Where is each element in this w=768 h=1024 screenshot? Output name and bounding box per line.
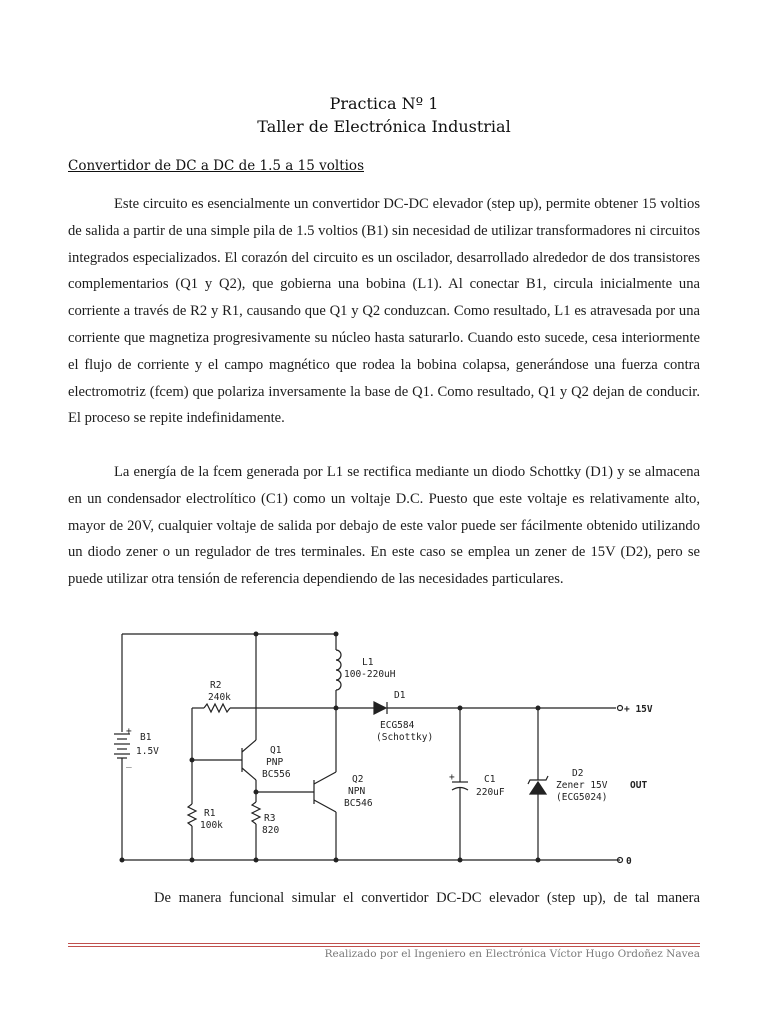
c1-value: 220uF — [476, 787, 505, 798]
d1-name: D1 — [394, 690, 406, 701]
d1-part: ECG584 — [380, 720, 415, 731]
l1-value: 100-220uH — [344, 669, 396, 680]
l1-name: L1 — [362, 657, 374, 668]
page-title — [0, 92, 768, 138]
b1-value: 1.5V — [136, 746, 159, 757]
output-zero-label: 0 — [626, 856, 632, 867]
paragraph-2-text: La energía de la fcem generada por L1 se rectifica mediante un diodo Schottky (D1) y se almacena en un condensador electrolítico (C1) como un voltaje D.C. Puesto que este voltaje es relativamente alto, mayor de 20V, cualquier voltaje de salida por debajo de este valor puede ser fácilmente obtenido utilizando un diodo zener o un regulador de tres terminales. En este caso se emplea un zener de 15V (D2), pero se puede utilizar otra tensión de referencia dependiendo de las necesidades particulares. — [68, 464, 700, 588]
q2-part: BC546 — [344, 798, 373, 809]
q2-type: NPN — [348, 786, 366, 797]
b1-plus: + — [126, 726, 132, 737]
r3-name: R3 — [264, 813, 276, 824]
paragraph-1 — [68, 191, 700, 432]
d2-name: D2 — [572, 768, 584, 779]
paragraph-1-text: Este circuito es esencialmente un convertidor DC-DC elevador (step up), permite obtener 15 voltios de salida a partir de una simple pila de 1.5 voltios (B1) sin necesidad de utilizar transformadores ni circuitos integrados especializados. El corazón del circuito es un oscilador, desarrollado alrededor de dos transistores complementarios (Q1 y Q2), que gobierna una bobina (L1). Al conectar B1, circula inicialmente una corriente a través de R2 y R1, causando que Q1 y Q2 conduzcan. Como resultado, L1 es atravesada por una corriente que magnetiza progresivamente su núcleo hasta saturarlo. Cuando esto sucede, cesa interiormente el flujo de corriente y el campo magnético que rodea la bobina colapsa, generándose una fuerza contra electromotriz (fcem) que polariza inversamente la base de Q1. Como resultado, Q1 y Q2 dejan de conducir. El proceso se repite indefinidamente. — [68, 196, 700, 427]
q2-name: Q2 — [352, 774, 364, 785]
page-footer: Realizado por el Ingeniero en Electrónica Víctor Hugo Ordoñez Navea — [324, 948, 700, 960]
r3-value: 820 — [262, 825, 280, 836]
circuit-schematic — [106, 622, 658, 876]
footer-rule-bottom — [68, 946, 700, 947]
paragraph-3: De manera funcional simular el convertidor DC-DC elevador (step up), de tal manera — [154, 890, 700, 906]
d2-value: Zener 15V — [556, 780, 608, 791]
output-label: OUT — [630, 780, 648, 791]
r1-name: R1 — [204, 808, 216, 819]
d2-part: (ECG5024) — [556, 792, 608, 803]
q1-part: BC556 — [262, 769, 291, 780]
output-plus-label: + 15V — [624, 704, 653, 715]
r2-value: 240k — [208, 692, 231, 703]
c1-name: C1 — [484, 774, 496, 785]
r1-value: 100k — [200, 820, 223, 831]
section-heading: Convertidor de DC a DC de 1.5 a 15 voltios — [68, 158, 364, 174]
r2-name: R2 — [210, 680, 222, 691]
footer-rule-top — [68, 943, 700, 944]
paragraph-2 — [68, 459, 700, 593]
b1-minus: _ — [126, 757, 132, 768]
b1-name: B1 — [140, 732, 152, 743]
q1-type: PNP — [266, 757, 284, 768]
d1-type: (Schottky) — [376, 732, 434, 743]
q1-name: Q1 — [270, 745, 282, 756]
c1-plus: + — [449, 772, 455, 783]
title-line-2: Taller de Electrónica Industrial — [257, 117, 511, 136]
title-line-1: Practica Nº 1 — [329, 94, 439, 113]
